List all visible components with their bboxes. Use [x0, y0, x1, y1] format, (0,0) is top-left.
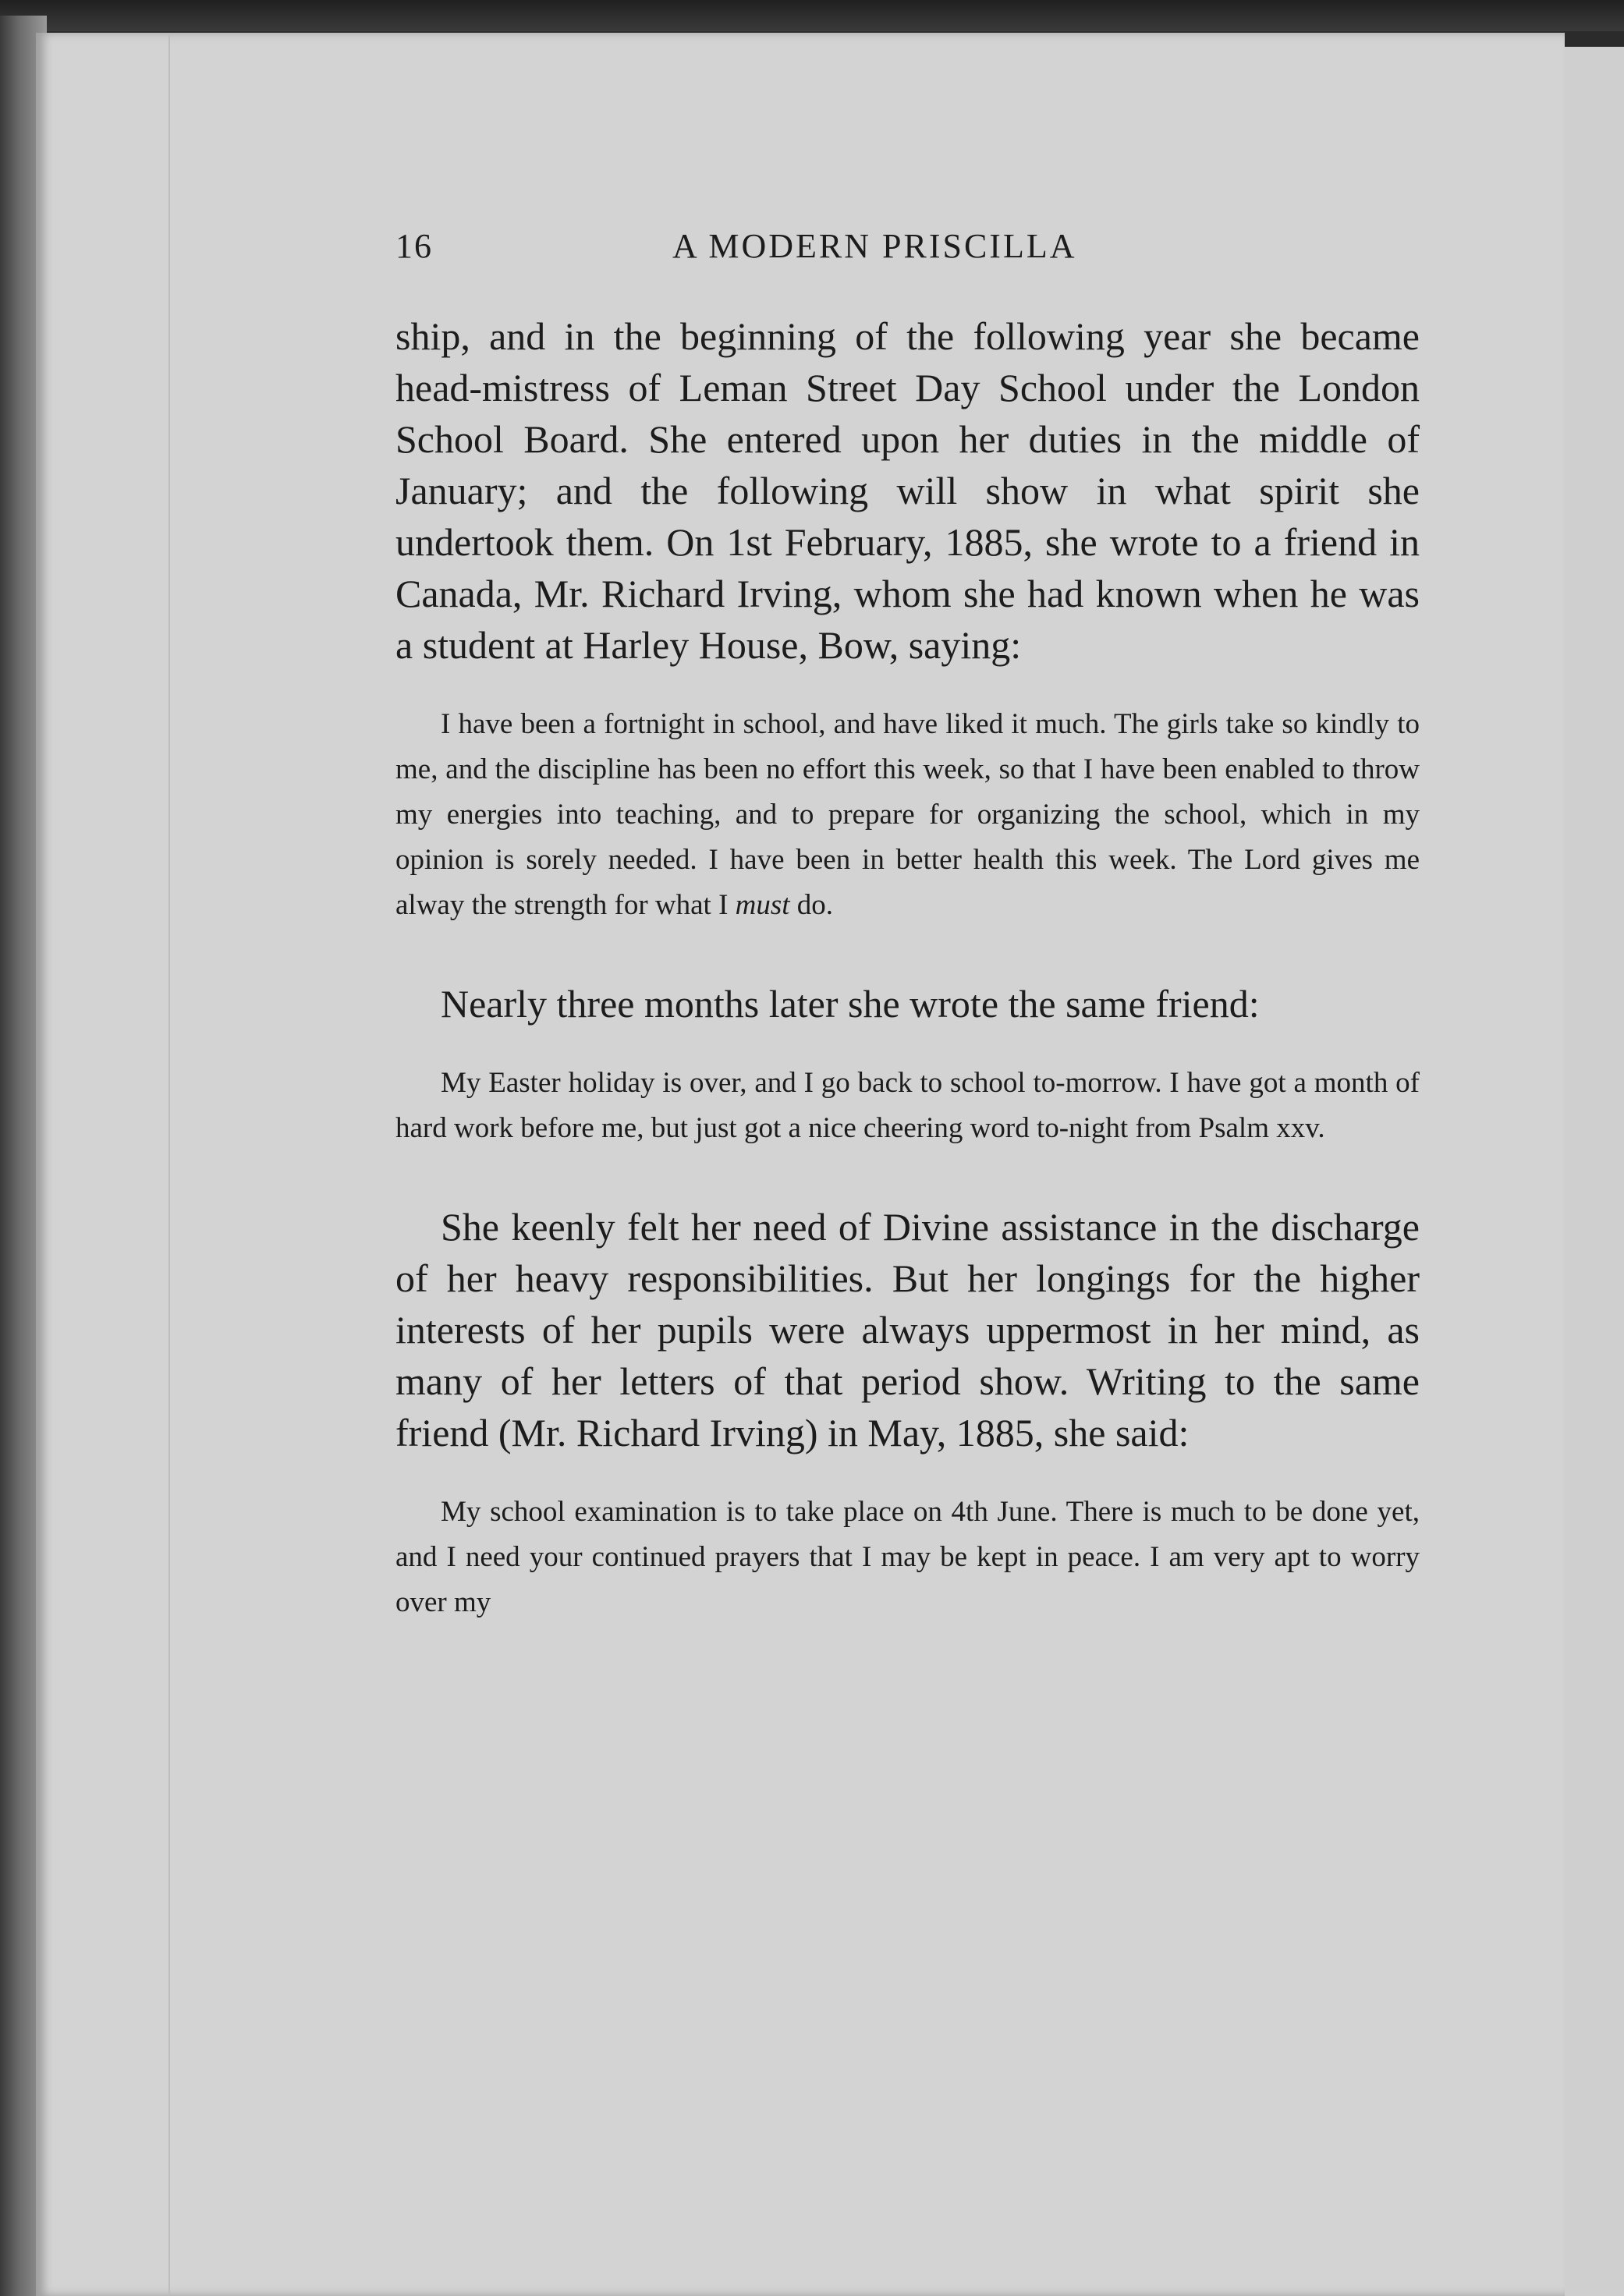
block-quote-1 — [395, 702, 1420, 928]
page-text-block — [395, 226, 1420, 1625]
scan-background-top — [0, 0, 1624, 31]
block-quote-3: My school examination is to take place on 4th June. There is much to be done yet, and I need your continued prayers that I may be kept in peace. I am very apt to worry over my — [395, 1496, 1420, 1618]
running-title: A MODERN PRISCILLA — [672, 227, 1077, 265]
block-quote-1-emphasis: must — [735, 889, 790, 921]
page-gutter-line — [168, 33, 170, 2296]
paragraph-1: ship, and in the beginning of the following year she became head-mistress of Leman Street Day School under the London School Board. She entered upon her duties in the middle of January; and the following will show in what spirit she undertook them. On 1st February, 1885, she wrote to a friend in Canada, Mr. Richard Irving, whom she had known when he was a student at Harley House, Bow, saying: — [395, 314, 1420, 667]
paragraph-2: Nearly three months later she wrote the same friend: — [441, 982, 1260, 1026]
running-head — [395, 226, 1420, 273]
paragraph-3: She keenly felt her need of Divine assistance in the discharge of her heavy responsibilities. But her longings for the higher interests of her pupils were always uppermost in her mind, as many of her letters of that period show. Writing to the same friend (Mr. Richard Irving) in May, 1885, she said: — [395, 1205, 1420, 1454]
block-quote-2: My Easter holiday is over, and I go back to school to-morrow. I have got a month of hard work before me, but just got a nice cheering word to-night from Psalm xxv. — [395, 1067, 1420, 1144]
block-quote-1-end: do. — [789, 889, 834, 921]
block-quote-1-text: I have been a fortnight in school, and have liked it much. The girls take so kindly to me, and the discipline has been no effort this week, so that I have been enabled to throw my energies into teaching, and to prepare for organizing the school, which in my opinion is sorely needed. I have been in better health this week. The Lord gives me alway the strength for what I — [395, 708, 1420, 921]
page-number: 16 — [395, 227, 433, 265]
